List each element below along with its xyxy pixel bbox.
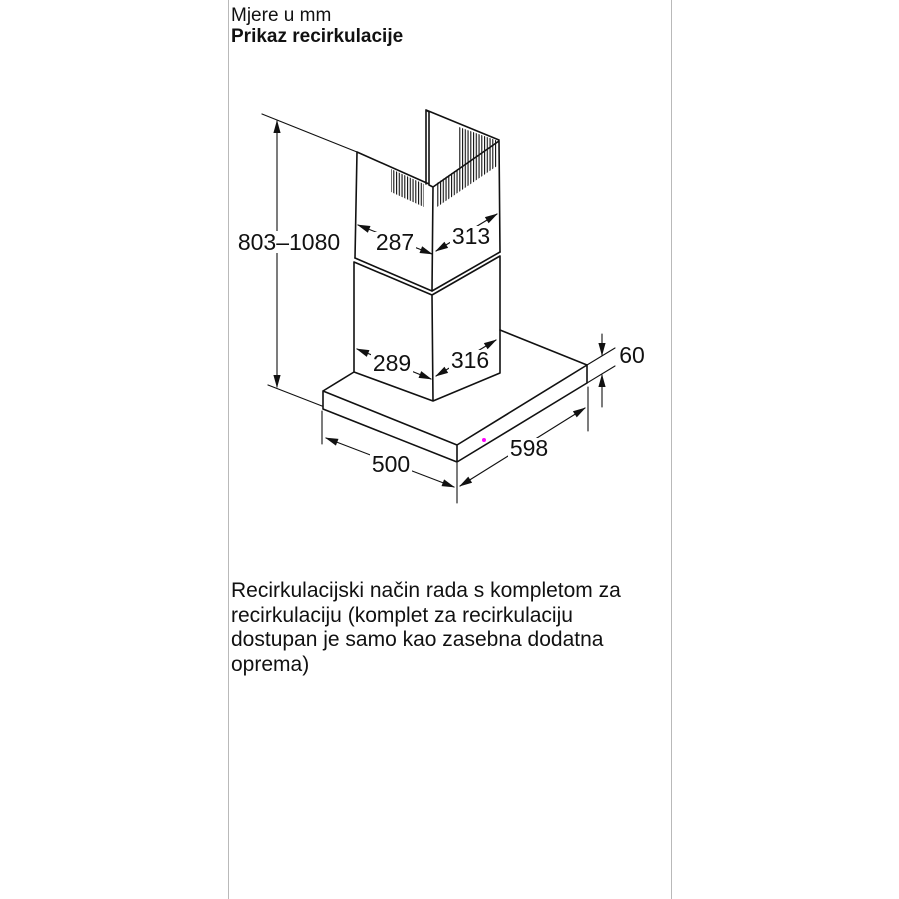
dim-body-height-label: 60 xyxy=(619,342,645,368)
dim-lower-width-label: 316 xyxy=(450,347,490,373)
dim-lower-depth-label: 289 xyxy=(372,350,412,376)
dim-body-depth-label: 500 xyxy=(371,451,411,477)
page-title: Prikaz recirkulacije xyxy=(231,26,404,47)
units-note: Mjere u mm xyxy=(231,5,332,26)
caption-line: oprema) xyxy=(231,652,310,676)
caption-line: Recirkulacijski način rada s kompletom za xyxy=(231,579,621,602)
dim-body-width-label: 598 xyxy=(509,435,549,461)
dim-height-range-label: 803–1080 xyxy=(237,229,341,255)
caption-paragraph xyxy=(231,579,621,677)
magenta-marker-dot xyxy=(482,438,486,442)
dim-upper-depth-label: 287 xyxy=(375,229,415,255)
chimney-lower-outline xyxy=(354,252,500,401)
extension-lines xyxy=(262,114,615,503)
caption-line: recirkulaciju (komplet za recirkulaciju xyxy=(231,603,573,627)
caption-line: dostupan je samo kao zasebna dodatna xyxy=(231,628,604,651)
dim-upper-width-label: 313 xyxy=(451,223,491,249)
vent-slot-hatching xyxy=(391,127,498,207)
dimension-lines xyxy=(277,121,602,487)
